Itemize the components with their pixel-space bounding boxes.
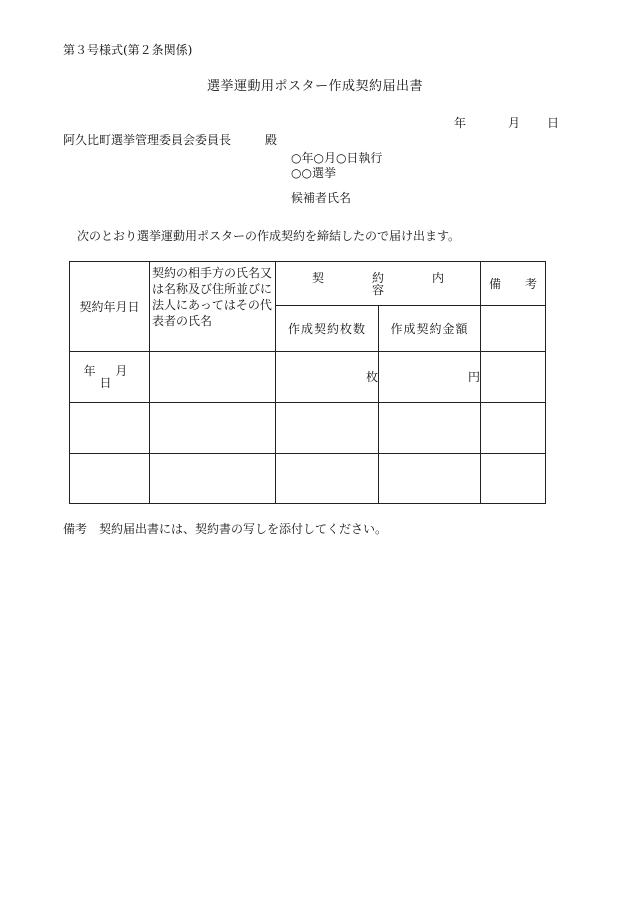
- row-contract-date: [70, 454, 150, 504]
- row-party-cell: [150, 403, 276, 454]
- notes-subheader-cell: [481, 306, 546, 352]
- header-contract-date: 契約年月日: [70, 262, 150, 352]
- election-date: ○年○月○日執行: [291, 151, 383, 165]
- date-month-label: 月: [508, 116, 521, 130]
- header-quantity: 作成契約枚数: [276, 306, 379, 352]
- date-year-label: 年: [454, 116, 467, 130]
- header-contract-party: 契約の相手方の氏名又は名称及び住所並びに法人にあってはその代表者の氏名: [150, 262, 276, 352]
- row-notes-cell: [481, 403, 546, 454]
- header-contract-contents: 契 約 内 容: [276, 262, 481, 306]
- addressee-honorific: 殿: [265, 133, 278, 147]
- document-title: 選挙運動用ポスター作成契約届出書: [206, 79, 423, 94]
- addressee: 阿久比町選挙管理委員会委員長: [63, 133, 232, 147]
- date-day-label: 日: [547, 116, 560, 130]
- table-row: [70, 403, 546, 454]
- row-contract-date: [70, 403, 150, 454]
- row-party-cell: [150, 352, 276, 403]
- candidate-name-label: 候補者氏名: [291, 191, 352, 205]
- row-notes-cell: [481, 454, 546, 504]
- row-amount-cell: [379, 403, 481, 454]
- row-quantity-unit: 枚: [276, 352, 379, 403]
- table-row: [70, 454, 546, 504]
- remarks-text: 備考 契約届出書には、契約書の写しを添付してください。: [63, 522, 388, 536]
- election-name: ○○選挙: [291, 166, 336, 180]
- table-row: [70, 352, 546, 403]
- row-party-cell: [150, 454, 276, 504]
- row-notes-cell: [481, 352, 546, 403]
- header-notes: 備 考: [481, 262, 546, 306]
- notice-text: 次のとおり選挙運動用ポスターの作成契約を締結したので届け出ます。: [77, 229, 461, 243]
- row-amount-cell: [379, 454, 481, 504]
- row-quantity-cell: [276, 403, 379, 454]
- row-contract-date: 年 月 日: [70, 352, 150, 403]
- form-number: 第３号様式(第２条関係): [63, 43, 193, 57]
- row-quantity-cell: [276, 454, 379, 504]
- row-amount-unit: 円: [379, 352, 481, 403]
- header-amount: 作成契約金額: [379, 306, 481, 352]
- contract-table: [69, 261, 546, 504]
